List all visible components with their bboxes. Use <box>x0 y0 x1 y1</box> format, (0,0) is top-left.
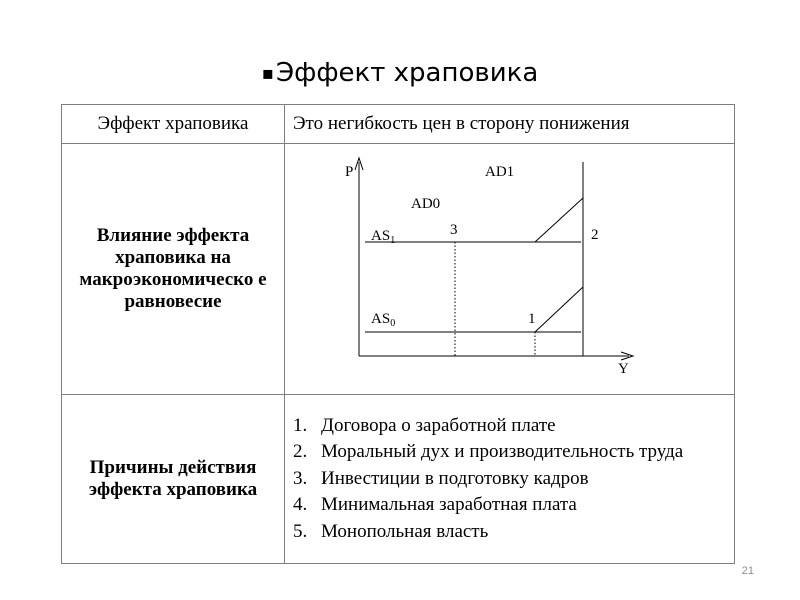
ad1-label: AD1 <box>485 164 515 180</box>
table-row-reasons <box>62 395 735 564</box>
reason-item <box>293 492 734 519</box>
reasons-label-cell: Причины действия эффекта храповика <box>62 395 285 564</box>
reason-number: 2. <box>293 441 308 463</box>
slide-title-text: Эффект храповика <box>275 58 539 88</box>
reason-number: 4. <box>293 494 308 516</box>
point3-label: 3 <box>450 222 458 238</box>
as0-label <box>371 311 395 329</box>
point1-label: 1 <box>528 311 536 327</box>
as0-rising-segment <box>535 287 583 332</box>
as0-label-subscript: 0 <box>390 318 396 329</box>
x-axis-label: Y <box>618 361 629 377</box>
title-bullet-icon: ▪ <box>261 63 274 84</box>
definition-text-cell: Это негибкость цен в сторону понижения <box>285 105 735 144</box>
reason-text: Монопольная власть <box>321 520 489 542</box>
definition-label-cell: Эффект храповика <box>62 105 285 144</box>
point2-label: 2 <box>591 227 599 243</box>
y-axis-label: P <box>345 164 354 180</box>
slide-title <box>0 58 800 88</box>
equilibrium-label-cell: Влияние эффекта храповика на макроэкономическо е равновесие <box>62 144 285 395</box>
reason-item <box>293 519 734 546</box>
reasons-list <box>293 413 734 546</box>
reason-item <box>293 439 734 466</box>
table-row-definition <box>62 105 735 144</box>
reason-number: 3. <box>293 467 308 489</box>
as1-label-subscript: 1 <box>390 235 396 246</box>
reason-number: 1. <box>293 414 308 436</box>
reason-text: Договора о заработной плате <box>321 414 556 436</box>
reason-item <box>293 466 734 493</box>
table-row-equilibrium <box>62 144 735 395</box>
reason-text: Моральный дух и производительность труда <box>321 441 684 463</box>
reasons-cell <box>285 395 735 564</box>
ad0-label: AD0 <box>411 196 441 212</box>
ratchet-effect-table <box>61 104 735 564</box>
as1-rising-segment <box>535 198 583 242</box>
slide-number: 21 <box>741 565 754 577</box>
as0-label-main: AS <box>371 311 391 327</box>
diagram-cell <box>285 144 735 395</box>
reason-number: 5. <box>293 520 308 542</box>
as1-label-main: AS <box>371 228 391 244</box>
as1-label <box>371 228 395 246</box>
reason-text: Инвестиции в подготовку кадров <box>321 467 589 489</box>
reason-item <box>293 413 734 440</box>
ratchet-diagram <box>285 144 741 394</box>
reason-text: Минимальная заработная плата <box>321 494 577 516</box>
